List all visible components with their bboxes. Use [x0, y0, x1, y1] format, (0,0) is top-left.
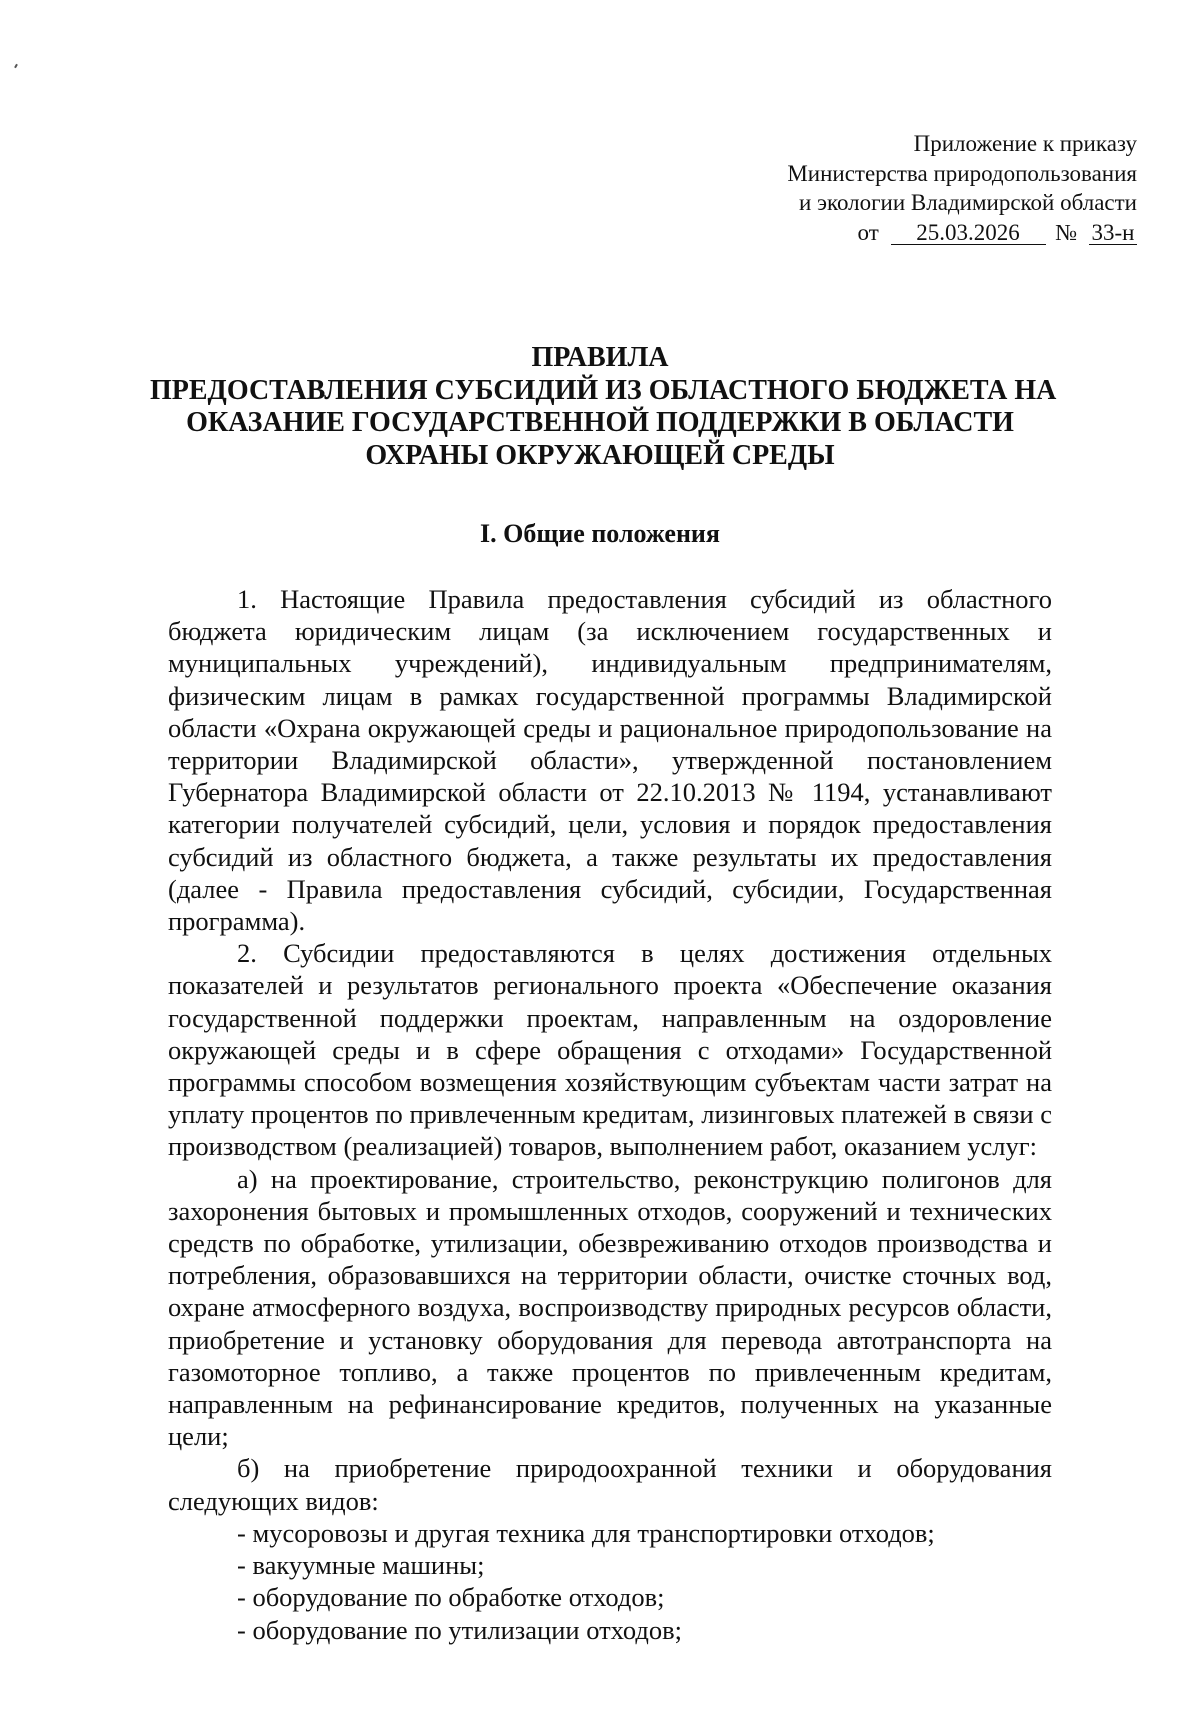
section-heading: I. Общие положения [480, 519, 720, 548]
scan-speck [14, 64, 18, 68]
attachment-line-3: и экологии Владимирской области [799, 190, 1137, 215]
equipment-list [168, 1517, 1052, 1646]
list-item: - вакуумные машины; [237, 1550, 485, 1581]
list-item: - оборудование по утилизации отходов; [237, 1614, 683, 1645]
order-number: 33-н [1089, 222, 1137, 245]
title-line-4: ОХРАНЫ ОКРУЖАЮЩЕЙ СРЕДЫ [365, 439, 835, 471]
list-item: - мусоровозы и другая техника для транспортировки отходов; [237, 1517, 935, 1548]
attachment-date-line [787, 218, 1137, 248]
attachment-line-2: Министерства природопользования [787, 160, 1137, 186]
document-title [150, 342, 1057, 472]
title-line-3: ОКАЗАНИЕ ГОСУДАРСТВЕННОЙ ПОДДЕРЖКИ В ОБЛАСТИ [186, 407, 1014, 438]
list-item: - оборудование по обработке отходов; [237, 1582, 665, 1613]
paragraph-2a: а) на проектирование, строительство, реконструкцию полигонов для захоронения бытовых и промышленных отходов, сооружений и технических средств по обработке, утилизации, обезвреживанию отходов производства и потребления, образовавшихся на территории области, очистке сточных вод, охране атмосферного воздуха, воспроизводству природных ресурсов области, приобретение и установку оборудования для перевода автотранспорта на газомоторное топливо, а также процентов по привлеченным кредитам, направленным на рефинансирование кредитов, полученных на указанные цели; [168, 1163, 1052, 1452]
order-date: 25.03.2026 [891, 222, 1046, 245]
attachment-line-1: Приложение к приказу [913, 131, 1137, 156]
attachment-header [787, 129, 1137, 247]
document-body [168, 583, 1052, 1646]
paragraph-2: 2. Субсидии предоставляются в целях достижения отдельных показателей и результатов регионального проекта «Обеспечение оказания государственной поддержки проектам, направленным на оздоровление окружающей среды и в сфере обращения с отходами» Государственной программы способом возмещения хозяйствующим субъектам части затрат на уплату процентов по привлеченным кредитам, лизинговых платежей в связи с производством (реализацией) товаров, выполнением работ, оказанием услуг: [168, 938, 1052, 1162]
paragraph-1: 1. Настоящие Правила предоставления субсидий из областного бюджета юридическим лицам (за исключением государственных и муниципальных учреждений), индивидуальным предпринимателям, физическим лицам в рамках государственной программы Владимирской области «Охрана окружающей среды и рациональное природопользование на территории Владимирской области», утвержденной постановлением Губернатора Владимирской области от 22.10.2013 № 1194, устанавливают категории получателей субсидий, цели, условия и порядок предоставления субсидий из областного бюджета, а также результаты их предоставления (далее - Правила предоставления субсидий, субсидии, Государственная программа). [168, 584, 1052, 937]
from-label: от [857, 219, 879, 245]
number-label: № [1055, 219, 1078, 245]
paragraph-2b: б) на приобретение природоохранной техники и оборудования следующих видов: [168, 1453, 1052, 1516]
title-line-2: ПРЕДОСТАВЛЕНИЯ СУБСИДИЙ ИЗ ОБЛАСТНОГО БЮДЖЕТА НА [150, 374, 1057, 406]
title-line-1: ПРАВИЛА [531, 342, 669, 373]
